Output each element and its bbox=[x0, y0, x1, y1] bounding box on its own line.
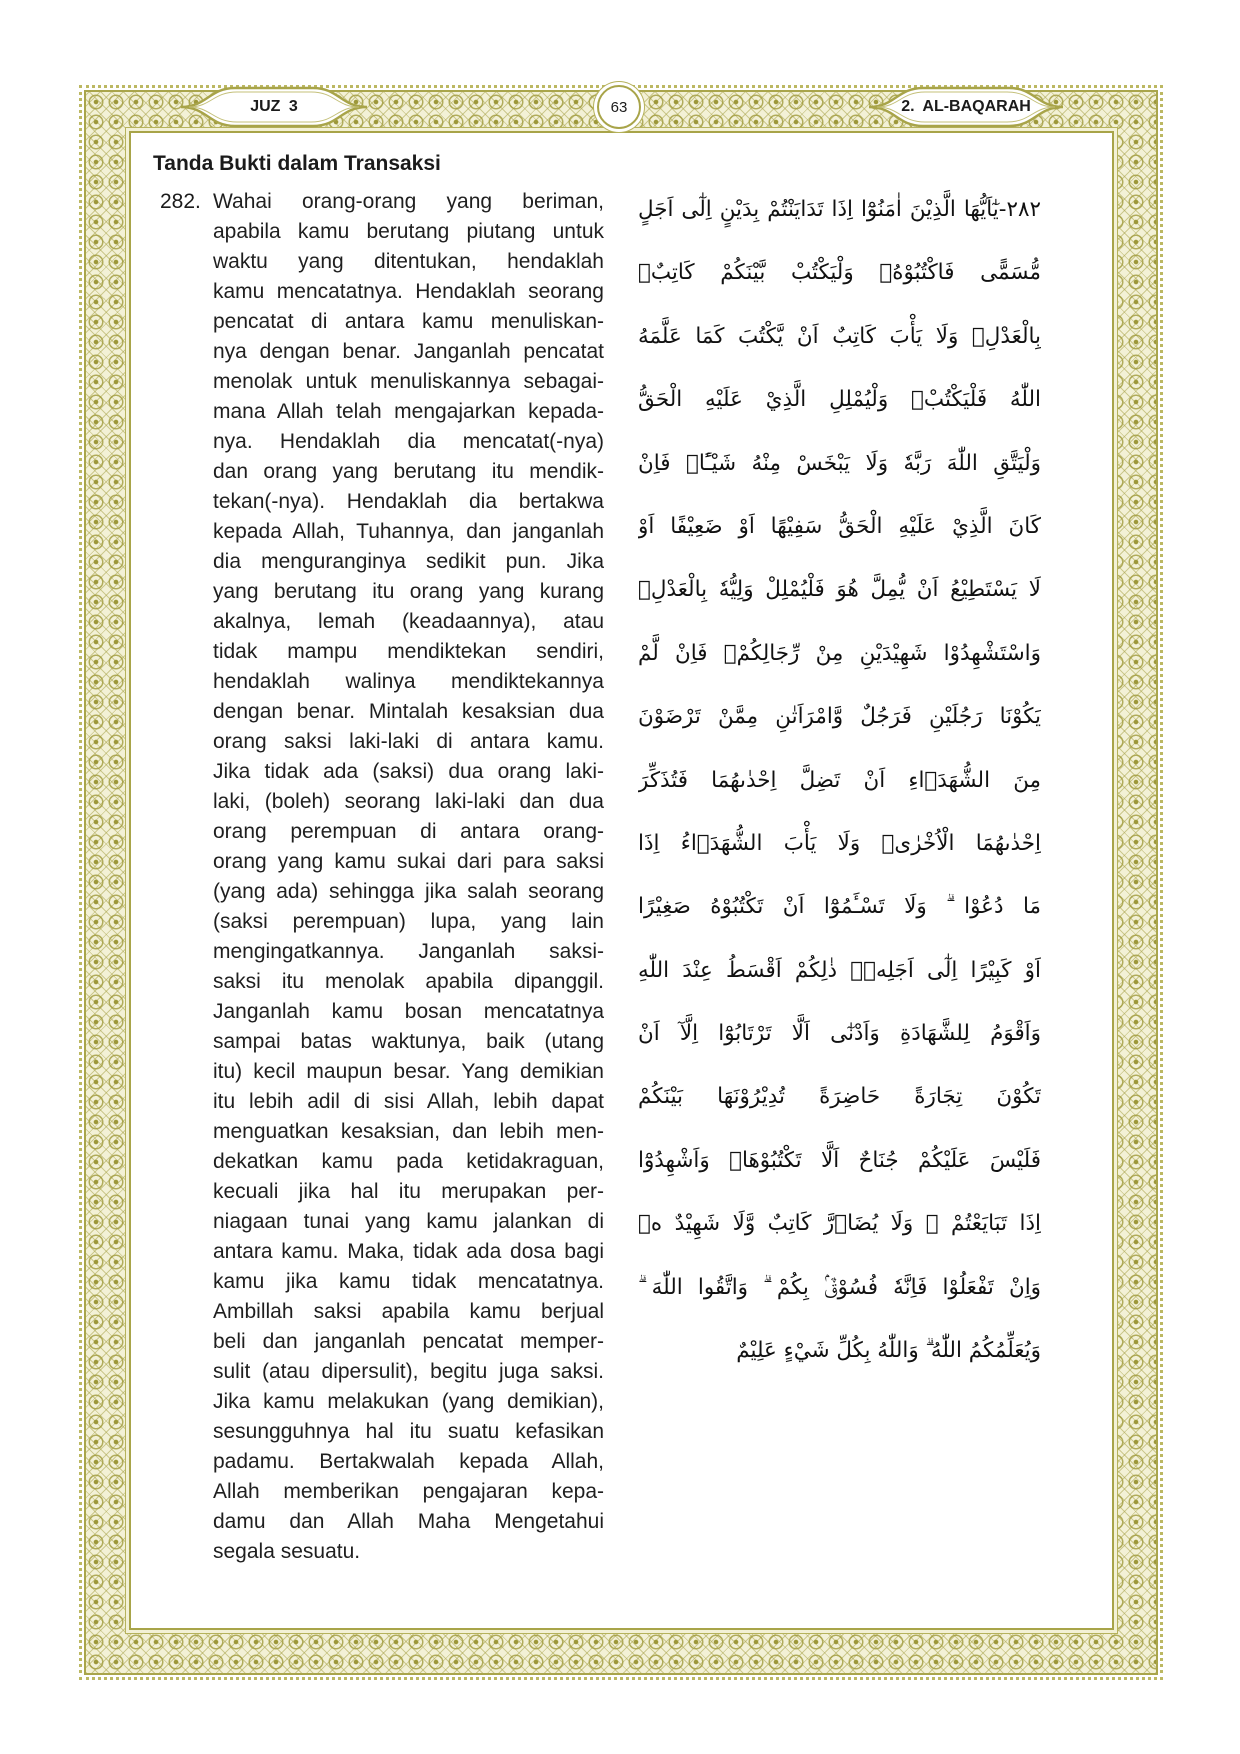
arabic-line bbox=[638, 1192, 1041, 1255]
arabic-line-text: بِالْعَدْلِۖ وَلَا يَأْبَ كَاتِبٌ اَنْ يَّكْتُبَ كَمَا عَلَّمَهُ bbox=[638, 323, 1041, 349]
translation-line: hendaklah walinya mendiktekannya bbox=[213, 670, 604, 693]
translation-line: itu lebih adil di sisi Allah, lebih dapat bbox=[213, 1090, 604, 1113]
translation-line: laki, (boleh) seorang laki-laki dan dua bbox=[213, 790, 604, 813]
arabic-line bbox=[638, 178, 1041, 241]
arabic-line bbox=[638, 685, 1041, 748]
translation-line: tidak mampu mendiktekan sendiri, bbox=[213, 640, 604, 663]
translation-line: Ambillah saksi apabila kamu berjual bbox=[213, 1300, 604, 1323]
translation-line: waktu yang ditentukan, hendaklah bbox=[213, 250, 604, 273]
section-title: Tanda Bukti dalam Transaksi bbox=[153, 152, 441, 175]
arabic-line-text: كَانَ الَّذِيْ عَلَيْهِ الْحَقُّ سَفِيْهًا اَوْ ضَعِيْفًا اَوْ bbox=[638, 513, 1041, 539]
translation-line: dan orang yang berutang itu mendik- bbox=[213, 460, 604, 483]
juz-label-badge bbox=[179, 85, 369, 129]
arabic-line bbox=[638, 495, 1041, 558]
arabic-line bbox=[638, 1319, 1041, 1382]
arabic-line bbox=[638, 1129, 1041, 1192]
arabic-line bbox=[638, 812, 1041, 875]
arabic-line bbox=[638, 875, 1041, 938]
translation-line: dengan benar. Mintalah kesaksian dua bbox=[213, 700, 604, 723]
arabic-line bbox=[638, 1256, 1041, 1319]
arabic-line-text: اِحْدٰىهُمَا الْاُخْرٰىۗ وَلَا يَأْبَ الشُّهَدَۤاءُ اِذَا bbox=[638, 830, 1041, 856]
translation-line: niagaan tunai yang kamu jalankan di bbox=[213, 1210, 604, 1233]
surah-label: 2. AL-BAQARAH bbox=[901, 98, 1031, 115]
arabic-line-text: اَوْ كَبِيْرًا اِلٰٓى اَجَلِهٖۗ ذٰلِكُمْ اَقْسَطُ عِنْدَ اللّٰهِ bbox=[638, 957, 1041, 983]
translation-line: nya. Hendaklah dia mencatat(-nya) bbox=[213, 430, 604, 453]
translation-line: kamu jika kamu tidak mencatatnya. bbox=[213, 1270, 604, 1293]
translation-line: mana Allah telah mengajarkan kepada- bbox=[213, 400, 604, 423]
translation-line: apabila kamu berutang piutang untuk bbox=[213, 220, 604, 243]
arabic-line-text: مِنَ الشُّهَدَۤاءِ اَنْ تَضِلَّ اِحْدٰىهُمَا فَتُذَكِّرَ bbox=[638, 767, 1041, 793]
translation-line: segala sesuatu. bbox=[213, 1540, 361, 1563]
translation-line: padamu. Bertakwalah kepada Allah, bbox=[213, 1450, 604, 1473]
arabic-line-text: اِذَا تَبَايَعْتُمْ ۖ وَلَا يُضَاۤرَّ كَاتِبٌ وَّلَا شَهِيْدٌ ەۗ bbox=[638, 1211, 1041, 1237]
arabic-line bbox=[638, 305, 1041, 368]
arabic-line-text: اللّٰهُ فَلْيَكْتُبْۚ وَلْيُمْلِلِ الَّذِيْ عَلَيْهِ الْحَقُّ bbox=[638, 387, 1041, 413]
translation-line: damu dan Allah Maha Mengetahui bbox=[213, 1510, 604, 1533]
translation-line: Jika kamu melakukan (yang demikian), bbox=[213, 1390, 604, 1413]
arabic-line-text: يَكُوْنَا رَجُلَيْنِ فَرَجُلٌ وَّامْرَاَتٰنِ مِمَّنْ تَرْضَوْنَ bbox=[638, 704, 1041, 730]
arabic-line bbox=[638, 749, 1041, 812]
translation-line: yang berutang itu orang yang kurang bbox=[213, 580, 604, 603]
arabic-line bbox=[638, 1065, 1041, 1128]
arabic-line bbox=[638, 622, 1041, 685]
translation-line: orang yang kamu sukai dari para saksi bbox=[213, 850, 604, 873]
verse-number: 282. bbox=[160, 190, 201, 213]
translation-line: mengingatkannya. Janganlah saksi- bbox=[213, 940, 604, 963]
translation-line: orang perempuan di antara orang- bbox=[213, 820, 604, 843]
translation-line: akalnya, lemah (keadaannya), atau bbox=[213, 610, 604, 633]
arabic-line-text: وَاسْتَشْهِدُوْا شَهِيْدَيْنِ مِنْ رِّجَالِكُمْۚ فَاِنْ لَّمْ bbox=[638, 640, 1041, 666]
translation-line: menguatkan kesaksian, dan lebih men- bbox=[213, 1120, 604, 1143]
arabic-line-text: وَاِنْ تَفْعَلُوْا فَاِنَّهٗ فُسُوْقٌۢ بِكُمْ ۗ وَاتَّقُوا اللّٰهَ ۗ bbox=[638, 1274, 1041, 1300]
translation-line: Wahai orang-orang yang beriman, bbox=[213, 190, 604, 213]
arabic-line bbox=[638, 241, 1041, 304]
arabic-line-text: وَاَقْوَمُ لِلشَّهَادَةِ وَاَدْنٰٓى اَلَّا تَرْتَابُوْٓا اِلَّآ اَنْ bbox=[638, 1021, 1041, 1047]
translation-line: pencatat di antara kamu menuliskan- bbox=[213, 310, 604, 333]
translation-line: nya dengan benar. Janganlah pencatat bbox=[213, 340, 604, 363]
arabic-line-text: لَا يَسْتَطِيْعُ اَنْ يُّمِلَّ هُوَ فَلْيُمْلِلْ وَلِيُّهٗ بِالْعَدْلِۗ bbox=[638, 577, 1041, 603]
translation-line: orang saksi laki-laki di antara kamu. bbox=[213, 730, 604, 753]
translation-line: tekan(-nya). Hendaklah dia bertakwa bbox=[213, 490, 604, 513]
arabic-line-text: وَيُعَلِّمُكُمُ اللّٰهُ ۗ وَاللّٰهُ بِكُلِّ شَيْءٍ عَلِيْمٌ bbox=[736, 1338, 1041, 1364]
juz-label: JUZ 3 bbox=[250, 98, 298, 115]
translation-line: sulit (atau dipersulit), begitu juga saksi. bbox=[213, 1360, 604, 1383]
translation-line: dia menguranginya sedikit pun. Jika bbox=[213, 550, 604, 573]
arabic-line bbox=[638, 558, 1041, 621]
translation-line: kepada Allah, Tuhannya, dan janganlah bbox=[213, 520, 604, 543]
translation-line: Janganlah kamu bosan mencatatnya bbox=[213, 1000, 604, 1023]
arabic-line-text: وَلْيَتَّقِ اللّٰهَ رَبَّهٗ وَلَا يَبْخَسْ مِنْهُ شَيْـًٔاۗ فَاِنْ bbox=[638, 450, 1041, 476]
translation-line: itu) kecil maupun besar. Yang demikian bbox=[213, 1060, 604, 1083]
translation-line: saksi itu menolak apabila dipanggil. bbox=[213, 970, 604, 993]
page-number: 63 bbox=[597, 85, 641, 129]
translation-line: sampai batas waktunya, baik (utang bbox=[213, 1030, 604, 1053]
translation-line: sesungguhnya hal itu suatu kefasikan bbox=[213, 1420, 604, 1443]
translation-line: (saksi perempuan) lupa, yang lain bbox=[213, 910, 604, 933]
arabic-line-text: ٢٨٢-يٰٓاَيُّهَا الَّذِيْنَ اٰمَنُوْٓا اِذَا تَدَايَنْتُمْ بِدَيْنٍ اِلٰٓى اَجَلٍ bbox=[638, 197, 1041, 222]
translation-line: kamu mencatatnya. Hendaklah seorang bbox=[213, 280, 604, 303]
translation-line: Jika tidak ada (saksi) dua orang laki- bbox=[213, 760, 604, 783]
arabic-verse-text bbox=[638, 178, 1041, 1382]
arabic-line bbox=[638, 939, 1041, 1002]
arabic-line bbox=[638, 368, 1041, 431]
translation-line: kecuali jika hal itu merupakan per- bbox=[213, 1180, 604, 1203]
translation-line: antara kamu. Maka, tidak ada dosa bagi bbox=[213, 1240, 604, 1263]
arabic-line bbox=[638, 432, 1041, 495]
translation-line: Allah memberikan pengajaran kepa- bbox=[213, 1480, 604, 1503]
translation-line: beli dan janganlah pencatat memper- bbox=[213, 1330, 604, 1353]
arabic-line-text: مُّسَمًّى فَاكْتُبُوْهُۗ وَلْيَكْتُبْ بَّيْنَكُمْ كَاتِبٌۢ bbox=[638, 260, 1041, 286]
arabic-line bbox=[638, 1002, 1041, 1065]
arabic-line-text: مَا دُعُوْا ۗ وَلَا تَسْـَٔمُوْٓا اَنْ تَكْتُبُوْهُ صَغِيْرًا bbox=[638, 894, 1041, 920]
translation-line: menolak untuk menuliskannya sebagai- bbox=[213, 370, 604, 393]
translation-text bbox=[213, 187, 604, 1567]
translation-line: (yang ada) sehingga jika salah seorang bbox=[213, 880, 604, 903]
arabic-line-text: فَلَيْسَ عَلَيْكُمْ جُنَاحٌ اَلَّا تَكْتُبُوْهَاۗ وَاَشْهِدُوْٓا bbox=[638, 1147, 1041, 1173]
surah-label-badge bbox=[867, 85, 1065, 129]
translation-line: dekatkan kamu pada ketidakraguan, bbox=[213, 1150, 604, 1173]
arabic-line-text: تَكُوْنَ تِجَارَةً حَاضِرَةً تُدِيْرُوْنَهَا بَيْنَكُمْ bbox=[638, 1084, 1041, 1110]
